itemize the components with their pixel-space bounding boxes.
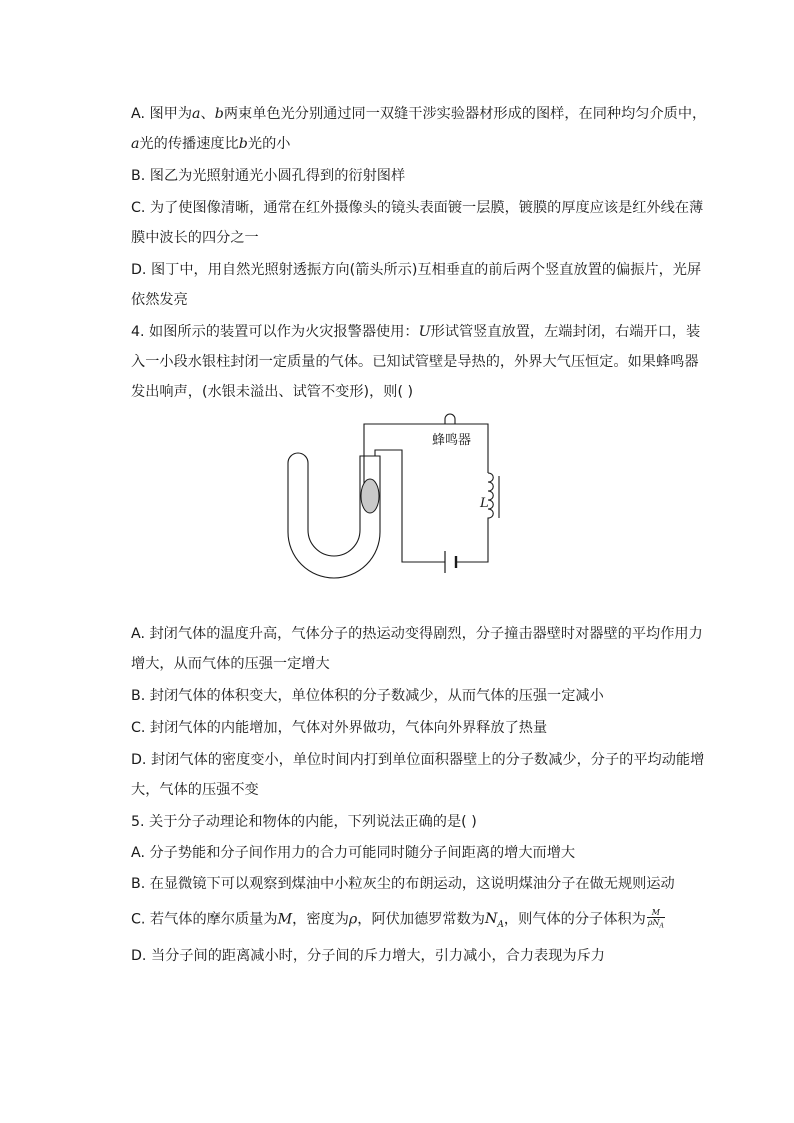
q5-option-b: B. 在显微镜下可以观察到煤油中小粒灰尘的布朗运动，这说明煤油分子在做无规则运动 xyxy=(131,876,675,892)
q5-option-c: C. 若气体的摩尔质量为M，密度为ρ，阿伏加德罗常数为$N_A$，则气体的分子体积为 $\frac{M}{\rho N_A}$ xyxy=(131,908,664,931)
mercury-column xyxy=(361,479,379,513)
q3-option-d-line2: 依然发亮 xyxy=(131,292,188,308)
q5-option-d: D. 当分子间的距离减小时，分子间的斥力增大，引力减小，合力表现为斥力 xyxy=(131,948,605,964)
q4-option-b: B. 封闭气体的体积变大，单位体积的分子数减少，从而气体的压强一定减小 xyxy=(131,688,604,704)
q4-option-a-line2: 增大，从而气体的压强一定增大 xyxy=(131,656,330,672)
q3-option-b: B. 图乙为光照射通光小圆孔得到的衍射图样 xyxy=(131,168,406,184)
q4-option-d-line2: 大，气体的压强不变 xyxy=(131,782,259,798)
q4-stem-line2: 入一小段水银柱封闭一定质量的气体。已知试管壁是导热的，外界大气压恒定。如果蜂鸣器 xyxy=(131,354,699,370)
q4-option-c: C. 封闭气体的内能增加，气体对外界做功，气体向外界释放了热量 xyxy=(131,720,548,736)
fire-alarm-diagram xyxy=(280,412,520,598)
q4-stem-line1: 4. 如图所示的装置可以作为火灾报警器使用：U形试管竖直放置，左端封闭，右端开口，装 xyxy=(131,324,701,340)
var-m: M xyxy=(277,911,293,928)
buzzer-icon xyxy=(445,414,455,424)
q3-option-c-line2: 膜中波长的四分之一 xyxy=(131,230,259,246)
q3-option-c-line1: C. 为了使图像清晰，通常在红外摄像头的镜头表面镀一层膜，镀膜的厚度应该是红外线在薄 xyxy=(131,200,704,216)
buzzer-label: 蜂鸣器 xyxy=(432,433,472,448)
var-a: a xyxy=(131,136,140,152)
var-u: U xyxy=(418,324,431,340)
var-rho: ρ xyxy=(348,911,358,928)
var-na: $N_A$ xyxy=(484,911,504,931)
wire-right-electrode xyxy=(375,450,445,562)
var-b: b xyxy=(238,136,248,152)
q5-stem: 5. 关于分子动理论和物体的内能，下列说法正确的是( ) xyxy=(131,814,477,830)
q3-option-a-line2: a光的传播速度比b光的小 xyxy=(131,136,291,152)
q4-option-d-line1: D. 封闭气体的密度变小，单位时间内打到单位面积器壁上的分子数减少，分子的平均动能增 xyxy=(131,752,705,768)
q3-option-a-line1: A. 图甲为a、b两束单色光分别通过同一双缝干涉实验器材形成的图样，在同种均匀介质中， xyxy=(131,106,707,122)
inductor-label: L xyxy=(480,496,489,511)
var-b: b xyxy=(214,106,224,122)
molecule-volume-fraction: $\frac{M}{\rho N_A}$ xyxy=(647,908,664,930)
q5-option-a: A. 分子势能和分子间作用力的合力可能同时随分子间距离的增大而增大 xyxy=(131,845,576,861)
inductor-coil-icon xyxy=(456,473,493,562)
var-a: a xyxy=(192,106,201,122)
q3-option-d-line1: D. 图丁中，用自然光照射透振方向(箭头所示)互相垂直的前后两个竖直放置的偏振片，光屏 xyxy=(131,262,702,278)
u-tube-outer xyxy=(288,453,380,578)
q4-stem-line3: 发出响声，(水银未溢出、试管不变形)，则( ) xyxy=(131,384,414,400)
q4-option-a-line1: A. 封闭气体的温度升高，气体分子的热运动变得剧烈，分子撞击器壁时对器壁的平均作用力 xyxy=(131,626,703,642)
